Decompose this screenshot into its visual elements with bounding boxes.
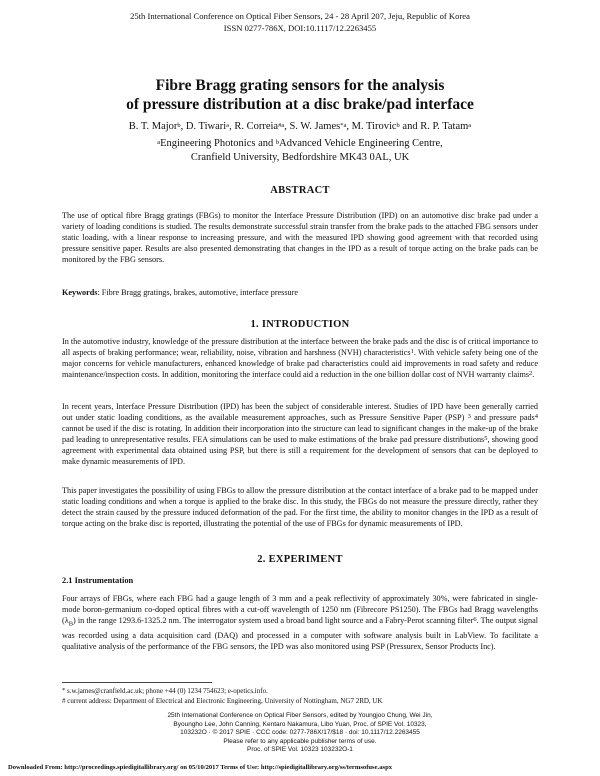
intro-text: , showing good agreement with experimental data obtained using PSP, but there is still a requirement for the development of sensors that can be deployed to make dynamic measurements of IPD. (62, 435, 539, 466)
affiliation-line-1 (0, 137, 600, 151)
keywords-label: Keywords (62, 288, 98, 297)
keywords (62, 287, 538, 298)
citation: 3 (467, 413, 471, 420)
footnote-mark: * (62, 687, 66, 694)
experiment-text: Four arrays of FBGs, where each FBG had a gauge length of 3 mm and a peak reflectivity of approximately 30%, were fabricated in single-mode boron-germanium co-doped optical fibres with a cut-off wavelength of 1250 nm (Fibrecore PS1250). The FBGs had Bragg wavelengths (λ (62, 594, 538, 625)
citation: 1 (410, 348, 414, 355)
experiment-heading: 2. EXPERIMENT (257, 554, 343, 565)
citation: 2 (529, 370, 533, 377)
intro-paragraph-2 (62, 401, 538, 467)
footer-line: Please refer to any applicable publisher terms of use. (223, 737, 377, 745)
intro-text: cannot be used if the disc is rotating. In addition their incorporation into the structure can lead to significant changes in the make-up of the brake pad leading to unrepresentative results. FEA simulations can be used to make estimations of the brake pad pressure distributions (62, 424, 538, 444)
abstract-heading: ABSTRACT (270, 185, 330, 196)
affiliation (0, 137, 600, 165)
author-separator: , (346, 121, 352, 132)
affil-mark: a (157, 139, 161, 146)
intro-text: . (532, 370, 535, 379)
author-affil-mark: a (226, 122, 230, 129)
author-separator: , (229, 121, 235, 132)
affil-text: Advanced Vehicle Engineering Centre, (279, 138, 443, 149)
paper-title (0, 76, 600, 114)
author-name: R. Correia (234, 121, 279, 132)
author-separator: , (284, 121, 290, 132)
conference-line: 25th International Conference on Optical Fiber Sensors, 24 - 28 April 207, Jeju, Republic of Korea (130, 11, 470, 21)
footnote-text: s.w.james@cranfield.ac.uk; phone +44 (0) 1234 754623; e-opetics.info. (65, 687, 268, 695)
author-affil-mark: b (177, 122, 181, 129)
affil-text: Engineering Photonics and (160, 138, 276, 149)
affiliation-line-2: Cranfield University, Bedfordshire MK43 0AL, UK (190, 152, 410, 163)
title-line-1: Fibre Bragg grating sensors for the analysis (155, 77, 445, 94)
author-list (0, 120, 600, 134)
experiment-text: ) in the range 1293.6-1325.2 nm. The interrogator system used a broad band light source and a Fabry-Perot scanning filter (73, 616, 474, 625)
title-line-2: of pressure distribution at a disc brake/pad interface (126, 96, 474, 113)
footnote-divider (62, 682, 212, 683)
citation: 4 (534, 413, 538, 420)
footer-line: 25th International Conference on Optical Fiber Sensors, edited by Youngjoo Chung, Wei Jin, (167, 712, 433, 719)
abstract-text: The use of optical fibre Bragg gratings (FBGs) to monitor the Interface Pressure Distribution (IPD) on an automotive disc brake pad under a variety of loading conditions is studied. The results demonstrate successful strain transfer from the brake pads to the attached FBG sensors under static loading, with a linear response to increasing pressure, and with the measured IPD showing good agreement with that recorded using pressure sensitive paper. Results are also presented demonstrating that changes in the IPD as a result of torque acting on the brake pads can be monitored by the FBG sensors. (62, 211, 538, 264)
publication-footer (0, 712, 600, 755)
keywords-list: : Fibre Bragg gratings, brakes, automotive, interface pressure (97, 288, 299, 297)
footer-line: Byoungho Lee, John Canning, Kentaro Nakamura, Libo Yuan, Proc. of SPIE Vol. 10323, (173, 720, 427, 728)
author-name: R. P. Tatam (420, 121, 469, 132)
page-number-line: Proc. of SPIE Vol. 10323 103232O-1 (247, 746, 353, 753)
citation: 5 (484, 435, 488, 442)
conference-header (0, 10, 600, 34)
footnote-1 (62, 687, 538, 696)
intro-text: In recent years, Interface Pressure Distribution (IPD) has been the subject of considerable interest. Studies of IPD have been generally carried out under static loading conditions, as the available measurement approaches, such as Pressure Sensitive Paper (PSP) (62, 402, 538, 422)
intro-paragraph-1 (62, 336, 538, 380)
instrumentation-subheading: 2.1 Instrumentation (62, 576, 134, 585)
author-separator: , (180, 121, 186, 132)
intro-paragraph-3: This paper investigates the possibility of using FBGs to allow the pressure distribution at the contact interface of a brake pad to be mapped under static loading conditions and when a torque is applied to the brake disc. In this study, the FBGs do not measure the pressure directly, rather they detect the strain caused by the pressure induced deformation of the pad. For the first time, the ability to monitor changes in the IPD as a result of torque acting on the brake disc is reported, illustrating the potential of the use of FBGs for dynamic measurements of IPD. (62, 486, 538, 528)
download-notice: Downloaded From: http://proceedings.spiedigitallibrary.org/ on 05/10/2017 Terms of Use: http://spiedigitallibrary.org/ss/termsofuse.aspx (8, 764, 393, 771)
citation: 6 (473, 616, 477, 623)
author-affil-mark: a (468, 122, 472, 129)
author-affil-mark: b (396, 122, 400, 129)
author-affil-mark: #a (278, 122, 285, 129)
intro-text: and pressure pads (470, 413, 535, 422)
issn-line: ISSN 0277-786X, DOI:10.1117/12.2263455 (223, 23, 377, 33)
experiment-paragraph-1 (62, 593, 538, 652)
affil-mark: b (275, 139, 280, 146)
author-name: S. W. James (289, 121, 341, 132)
introduction-heading: 1. INTRODUCTION (250, 319, 350, 330)
experiment-text: . The output signal was recorded using a data acquisition card (DAQ) and processed in a computer with software analysis built in LabView. To facilitate a qualitative analysis of the performance of the FBG sensors, the IPD was also monitored using PSP (Pressurex, Sensor Products Inc). (62, 616, 538, 651)
author-name: M. Tirovic (351, 121, 397, 132)
subscript: B (68, 620, 74, 628)
author-name: B. T. Major (128, 121, 178, 132)
author-separator: and (399, 121, 421, 132)
author-name: D. Tiwari (185, 121, 227, 132)
author-affil-mark: *a (340, 122, 347, 129)
intro-text: . With vehicle safety being one of the major concerns for vehicle manufacturers, enhanced knowledge of brake pad characteristics could aid improvements in road safety and reduce maintenance/inspection costs. In addition, monitoring the interface could aid a reduction in the one billion dollar cost of NVH warranty claims (62, 348, 539, 379)
footer-line: 103232O · © 2017 SPIE · CCC code: 0277-786X/17/$18 · doi: 10.1117/12.2263455 (180, 729, 420, 736)
footnote-2: # current address: Department of Electrical and Electronic Engineering, University of Nottingham, NG7 2RD, UK (62, 697, 383, 705)
intro-text: In the automotive industry, knowledge of the pressure distribution at the interface between the brake pads and the disc is of critical importance to all aspects of braking performance; wear, reliability, noise, vibration and harshness (NVH) characteristics (62, 337, 538, 357)
